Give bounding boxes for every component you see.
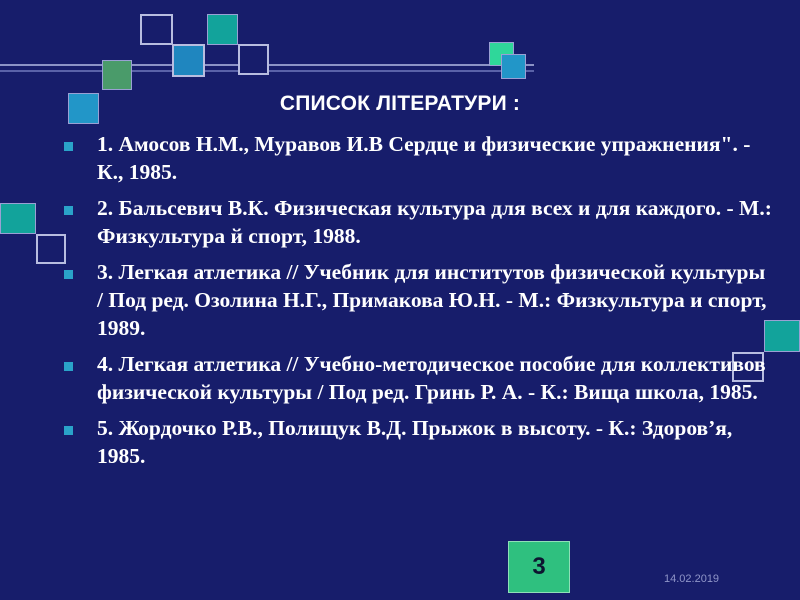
decorative-square — [501, 54, 526, 79]
list-item-text: 5. Жордочко Р.В., Полищук В.Д. Прыжок в высоту. - К.: Здоров’я, 1985. — [97, 416, 733, 468]
list-item — [62, 414, 774, 470]
list-item — [62, 130, 774, 186]
decorative-square — [102, 60, 132, 90]
decorative-square — [238, 44, 269, 75]
decorative-square — [140, 14, 173, 45]
list-item — [62, 194, 774, 250]
bullet-square-icon — [64, 206, 73, 215]
slide-date: 14.02.2019 — [664, 573, 720, 585]
decorative-square — [172, 44, 205, 77]
list-item-text: 3. Легкая атлетика // Учебник для институтов физической культуры / Под ред. Озолина Н.Г., Примакова Ю.Н. - М.: Физкультура и спорт, 1989. — [97, 260, 767, 340]
list-item — [62, 258, 774, 342]
page-number: 3 — [532, 553, 546, 580]
decorative-square — [207, 14, 238, 45]
list-item-text: 1. Амосов Н.М., Муравов И.В Сердце и физические упражнения". - К., 1985. — [97, 132, 751, 184]
list-item-text: 2. Бальсевич В.К. Физическая культура для всех и для каждого. - М.: Физкультура й спорт, 1988. — [97, 196, 772, 248]
bullet-square-icon — [64, 362, 73, 371]
slide-title: СПИСОК ЛІТЕРАТУРИ : — [279, 92, 521, 115]
reference-list — [62, 130, 774, 478]
decorative-square — [0, 203, 36, 234]
bullet-square-icon — [64, 142, 73, 151]
list-item-text: 4. Легкая атлетика // Учебно-методическое пособие для коллективов физической культуры / Под ред. Гринь Р. А. - К.: Вища школа, 1985. — [97, 352, 766, 404]
page-number-badge — [508, 541, 570, 593]
bullet-square-icon — [64, 426, 73, 435]
bullet-square-icon — [64, 270, 73, 279]
list-item — [62, 350, 774, 406]
